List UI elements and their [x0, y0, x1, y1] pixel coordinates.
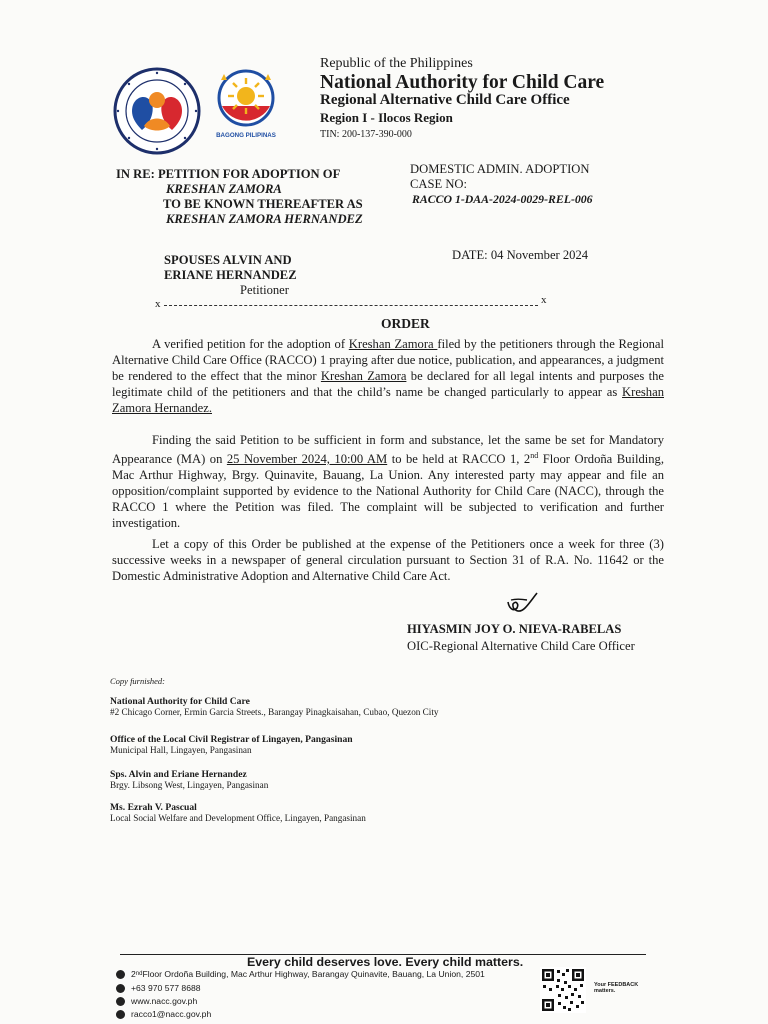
paragraph-3	[112, 536, 664, 584]
bagong-pilipinas-text: BAGONG PILIPINAS	[216, 132, 276, 139]
handwritten-signature	[503, 590, 543, 620]
cf-entry-name: National Authority for Child Care	[110, 696, 250, 707]
known-as-line: TO BE KNOWN THEREAFTER AS	[163, 197, 363, 211]
phone-icon	[116, 984, 125, 993]
case-type: DOMESTIC ADMIN. ADOPTION	[410, 162, 590, 176]
office-name: Regional Alternative Child Care Office	[320, 92, 570, 108]
footer-address-sup: nd	[135, 971, 143, 977]
cf-entry-name: Office of the Local Civil Registrar of Lingayen, Pangasinan	[110, 734, 353, 745]
signatory-title: OIC-Regional Alternative Child Care Officer	[407, 639, 635, 653]
footer-address-num: 2	[131, 969, 136, 979]
agency-name: National Authority for Child Care	[320, 72, 605, 93]
footer-address-text: Floor Ordoña Building, Mac Arthur Highway, Barangay Quinavite, Bauang, La Union, 2501	[142, 969, 485, 979]
feedback-note: Your FEEDBACK matters.	[594, 982, 639, 994]
p1-text-b: filed by the petitioners through the Regional Alternative Child Care Office (RACCO) 1 praying after due notice, publication, and appearances, a judgment be rendered to the effect that the minor	[112, 337, 665, 383]
footer-website	[116, 996, 197, 1006]
order-date: DATE: 04 November 2024	[452, 248, 589, 262]
p2-hearing-date: 25 November 2024, 10:00 AM	[226, 452, 388, 467]
cf-entry-2	[110, 734, 353, 755]
region-name: Region I - Ilocos Region	[320, 110, 453, 125]
case-no-label: CASE NO:	[410, 177, 468, 191]
cf-entry-3	[110, 769, 268, 790]
p1-new-name: Kreshan Zamora Hernandez.	[112, 385, 664, 415]
order-title: ORDER	[381, 316, 430, 331]
cf-entry-address: Local Social Welfare and Development Office, Lingayen, Pangasinan	[110, 813, 366, 823]
p2-text-b: to be held at RACCO 1, 2	[387, 452, 531, 467]
cf-entry-4	[110, 802, 366, 823]
footer-email	[116, 1009, 211, 1019]
cf-entry-address: Municipal Hall, Lingayen, Pangasinan	[110, 745, 252, 755]
new-name: KRESHAN ZAMORA HERNANDEZ	[166, 212, 363, 226]
copy-furnished-label: Copy furnished:	[110, 676, 166, 686]
caption-x-left: x	[155, 298, 161, 310]
petitioners-line1: SPOUSES ALVIN AND	[164, 253, 292, 267]
in-re-line: IN RE: PETITION FOR ADOPTION OF	[116, 167, 341, 181]
cf-entry-name: Ms. Ezrah V. Pascual	[110, 802, 197, 813]
tin-number: TIN: 200-137-390-000	[320, 129, 412, 140]
footer-tagline: Every child deserves love. Every child matters.	[247, 955, 524, 969]
cf-entry-1	[110, 696, 439, 717]
case-number: RACCO 1-DAA-2024-0029-REL-006	[412, 192, 593, 206]
footer-address	[116, 969, 485, 979]
cf-entry-address: Brgy. Libsong West, Lingayen, Pangasinan	[110, 780, 269, 790]
p2-text-a: Finding the said Petition to be sufficient in form and substance, let the same be set for Mandatory Appearance (MA) on	[112, 433, 664, 467]
republic-line: Republic of the Philippines	[320, 56, 473, 71]
signatory-name: HIYASMIN JOY O. NIEVA-RABELAS	[407, 622, 622, 636]
cf-entry-name: Sps. Alvin and Eriane Hernandez	[110, 769, 247, 780]
nacc-seal-logo	[112, 66, 202, 156]
globe-icon	[116, 997, 125, 1006]
petitioner-label: Petitioner	[240, 283, 289, 297]
paragraph-1	[112, 336, 664, 416]
caption-divider	[164, 305, 538, 306]
p1-minor-name: Kreshan Zamora	[320, 369, 407, 383]
email-icon	[116, 1010, 125, 1019]
p1-text-a: A verified petition for the adoption of	[152, 337, 349, 351]
footer-phone	[116, 983, 201, 993]
p3-text: Let a copy of this Order be published at the expense of the Petitioners once a week for three (3) successive weeks in a newspaper of general circulation pursuant to Section 31 of R.A. No. 11642 or the Domestic Administrative Adoption and Alternative Child Care Act.	[112, 537, 664, 583]
cf-entry-address: #2 Chicago Corner, Ermin Garcia Streets., Barangay Pinagkaisahan, Cubao, Quezon City	[110, 707, 439, 717]
location-icon	[116, 970, 125, 979]
p2-superscript: nd	[530, 451, 539, 460]
p1-child-name: Kreshan Zamora	[348, 337, 438, 351]
footer-phone-number: +63 970 577 8688	[131, 983, 201, 993]
p1-text-c: be declared for all legal intents and purposes the legitimate child of the petitioners and that the child’s name be changed particularly to appear as	[112, 369, 664, 399]
child-name: KRESHAN ZAMORA	[166, 182, 282, 196]
qr-code-icon[interactable]	[540, 967, 586, 1013]
caption-x-right: x	[541, 294, 547, 306]
bagong-pilipinas-logo	[214, 66, 278, 144]
petitioners-line2: ERIANE HERNANDEZ	[164, 268, 297, 282]
paragraph-2	[112, 432, 664, 531]
footer-email-address[interactable]: racco1@nacc.gov.ph	[131, 1009, 212, 1019]
p2-text-c: Floor Ordoña Building, Mac Arthur Highway, Brgy. Quinavite, Bauang, La Union. Any interested party may appear and file an opposition/complaint supported by evidence to the National Authority for Child Care (NACC), through the RACCO 1 where the Petition was filed. The complaint will be subjected to verification and further investigation.	[112, 452, 664, 531]
footer-website-url[interactable]: www.nacc.gov.ph	[131, 996, 198, 1006]
